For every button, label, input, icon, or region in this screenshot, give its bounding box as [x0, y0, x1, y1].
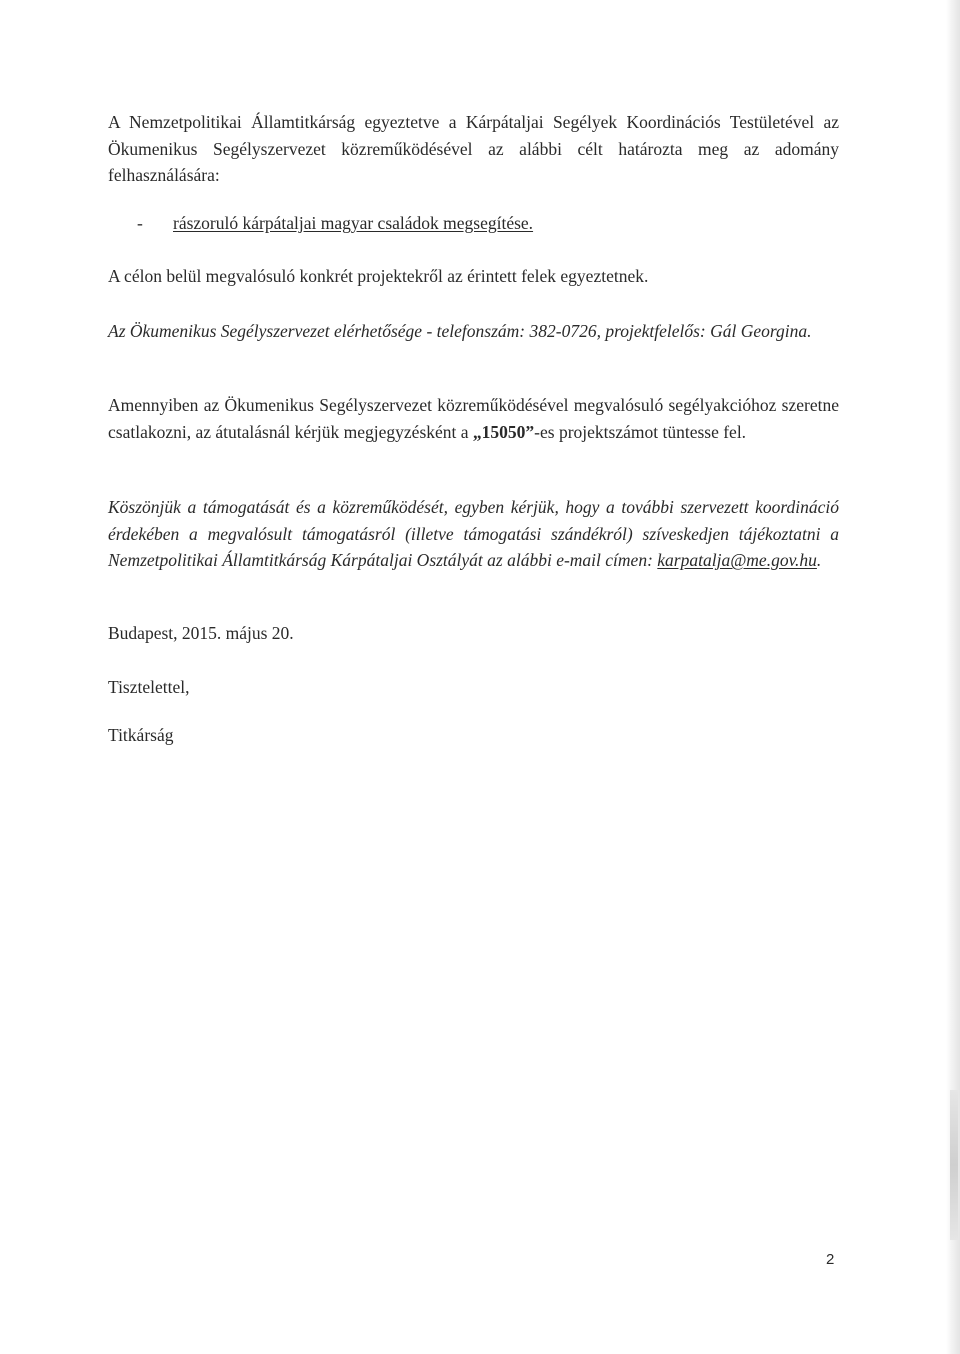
project-number-suffix: -es projektszámot tüntesse fel. [534, 421, 747, 442]
project-number-text: Amennyiben az Ökumenikus Segélyszervezet közreműködésével megvalósuló segélyakcióhoz szeretne csatlakozni, az átutalásnál kérjük megjegyzésként a [108, 395, 839, 442]
intro-paragraph: A Nemzetpolitikai Államtitkárság egyeztetve a Kárpátaljai Segélyek Koordinációs Testületével az Ökumenikus Segélyszervezet közreműködésével az alábbi célt határozta meg az adomány felhasználására: [108, 112, 839, 185]
bullet-dash: - [137, 213, 143, 233]
scan-edge [946, 0, 960, 1354]
thanks-suffix: . [816, 550, 822, 570]
scan-edge-mark [950, 1090, 958, 1240]
contact-paragraph: Az Ökumenikus Segélyszervezet elérhetősége - telefonszám: 382-0726, projektfelelős: Gál Georgina. [108, 321, 812, 341]
thanks-paragraph [108, 494, 839, 574]
closing-salutation: Tisztelettel, [108, 677, 190, 697]
place-date: Budapest, 2015. május 20. [108, 623, 294, 643]
goal-list-item [137, 210, 533, 237]
signature: Titkárság [108, 725, 174, 745]
project-number-paragraph [108, 392, 839, 445]
coordination-paragraph: A célon belül megvalósuló konkrét projektekről az érintett felek egyeztetnek. [108, 266, 649, 286]
thanks-text: Köszönjük a támogatását és a közreműködését, egyben kérjük, hogy a további szervezett koordináció érdekében a megvalósult támogatásról (illetve támogatási szándékról) szíveskedjen tájékoztatni a Nemzetpolitikai Államtitkárság Kárpátaljai Osztályát az alábbi e-mail címen: [108, 497, 839, 570]
goal-text: rászoruló kárpátaljai magyar családok megsegítése. [173, 213, 534, 233]
project-number: „15050” [472, 421, 535, 442]
page-number: 2 [826, 1251, 835, 1268]
email-link[interactable]: karpatalja@me.gov.hu [657, 550, 817, 570]
